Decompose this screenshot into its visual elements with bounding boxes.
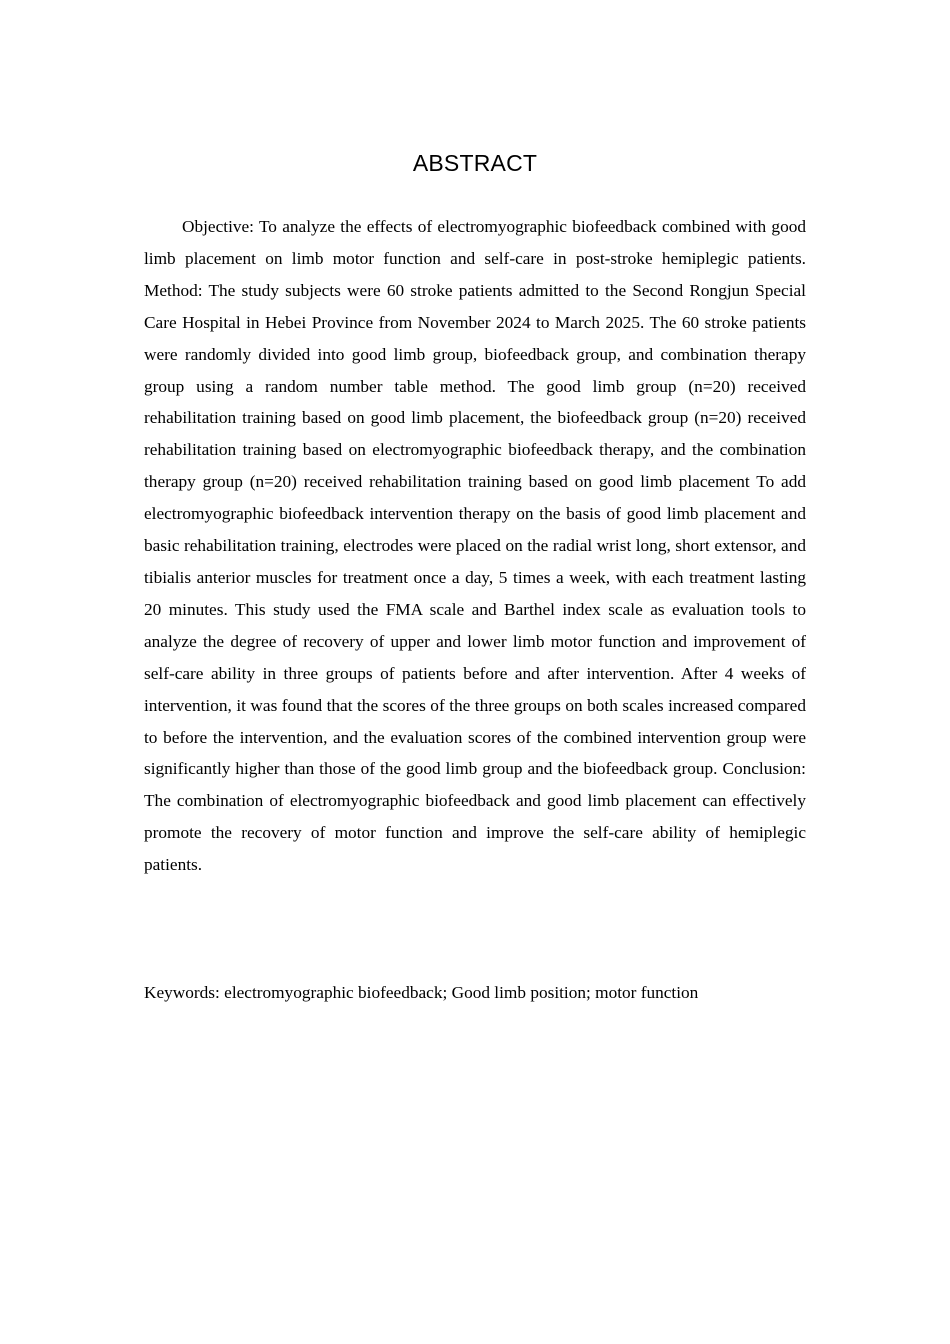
abstract-body: Objective: To analyze the effects of electromyographic biofeedback combined with good limb placement on limb motor function and self-care in post-stroke hemiplegic patients. Method: The study subjects were 60 stroke patients admitted to the Second Rongjun Special Care Hospital in Hebei Province from November 2024 to March 2025. The 60 stroke patients were randomly divided into good limb group, biofeedback group, and combination therapy group using a random number table method. The good limb group (n=20) received rehabilitation training based on good limb placement, the biofeedback group (n=20) received rehabilitation training based on electromyographic biofeedback therapy, and the combination therapy group (n=20) received rehabilitation training based on good limb placement To add electromyographic biofeedback intervention therapy on the basis of good limb placement and basic rehabilitation training, electrodes were placed on the radial wrist long, short extensor, and tibialis anterior muscles for treatment once a day, 5 times a week, with each treatment lasting 20 minutes. This study used the FMA scale and Barthel index scale as evaluation tools to analyze the degree of recovery of upper and lower limb motor function and improvement of self-care ability in three groups of patients before and after intervention. After 4 weeks of intervention, it was found that the scores of the three groups on both scales increased compared to before the intervention, and the evaluation scores of the combined intervention group were significantly higher than those of the good limb group and the biofeedback group. Conclusion: The combination of electromyographic biofeedback and good limb placement can effectively promote the recovery of motor function and improve the self-care ability of hemiplegic patients. — [144, 217, 806, 875]
keywords-line: Keywords: electromyographic biofeedback; Good limb position; motor function — [144, 983, 699, 1002]
abstract-title: ABSTRACT — [412, 150, 538, 176]
